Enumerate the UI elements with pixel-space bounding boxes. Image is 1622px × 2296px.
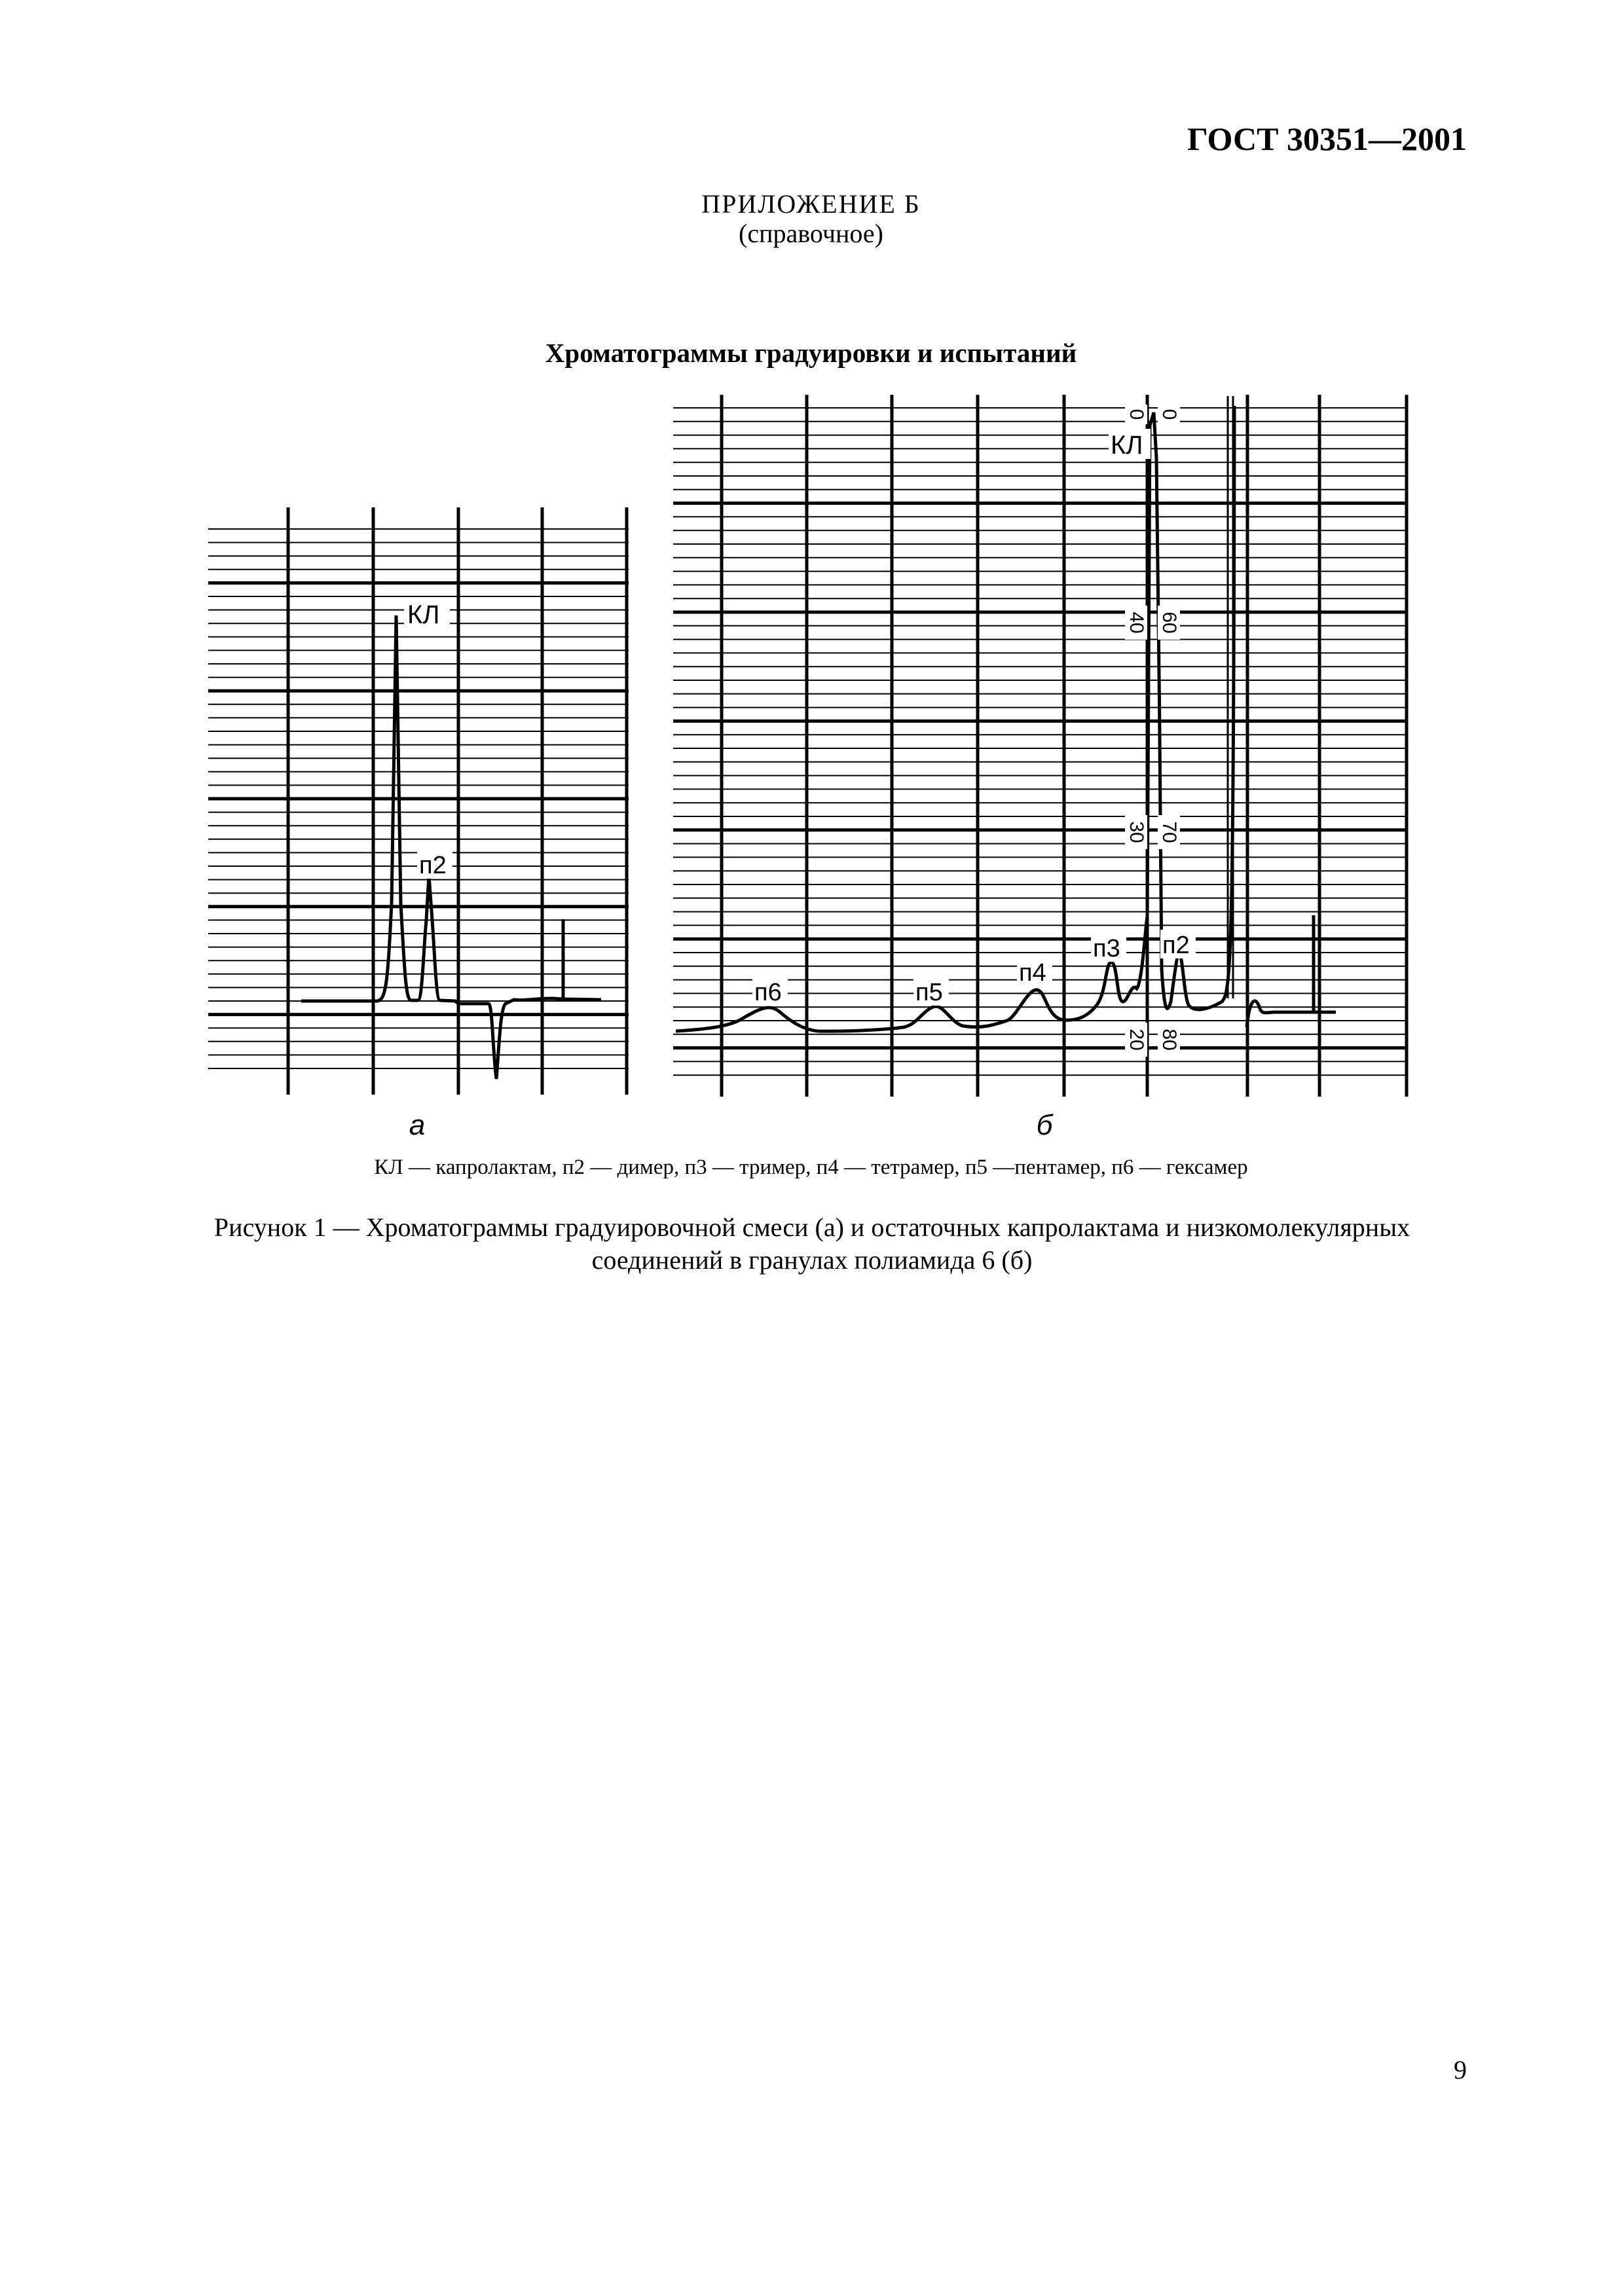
signal-trace-a [301, 615, 601, 1079]
scale-left-0: 0 [1126, 409, 1147, 420]
scale-right-60: 60 [1158, 611, 1180, 634]
page-number: 9 [1454, 2055, 1467, 2085]
chart-b-label: б [1036, 1109, 1053, 1141]
document-code: ГОСТ 30351—2001 [1187, 120, 1467, 157]
peak-label-p5-b: п5 [915, 979, 943, 1006]
figure-legend: КЛ — капролактам, п2 — димер, п3 — тример, п4 — тетрамер, п5 —пентамер, п6 — гексамер [374, 1156, 1248, 1179]
scale-left-30: 30 [1126, 821, 1147, 843]
chromatogram-a [208, 507, 629, 1141]
peak-label-p2-b: п2 [1162, 932, 1190, 959]
peak-label-p2-a: п2 [419, 852, 447, 879]
scale-left-40: 40 [1126, 611, 1147, 634]
figure-caption [164, 1211, 1460, 1277]
chromatogram-b [673, 395, 1408, 1141]
chart-grid-a [208, 507, 629, 1095]
peak-label-p6-b: п6 [754, 979, 782, 1006]
scale-left-20: 20 [1126, 1029, 1147, 1051]
scale-right-0: 0 [1158, 409, 1180, 420]
section-title: Хроматограммы градуировки и испытаний [545, 338, 1077, 368]
chart-a-label: а [409, 1109, 426, 1141]
peak-label-kl-b: КЛ [1111, 431, 1143, 460]
peak-label-p4-b: п4 [1019, 959, 1046, 987]
caption-line-1: Рисунок 1 — Хроматограммы градуировочной смеси (а) и остаточных капролактама и низкомолекулярных [213, 1212, 1410, 1242]
caption-line-2: соединений в гранулах полиамида 6 (б) [591, 1245, 1033, 1275]
scale-right-80: 80 [1158, 1029, 1180, 1051]
scale-right-70: 70 [1158, 821, 1180, 843]
appendix-title: ПРИЛОЖЕНИЕ Б [701, 189, 921, 219]
appendix-subtitle: (справочное) [739, 219, 883, 248]
peak-label-p3-b: п3 [1093, 935, 1120, 962]
peak-label-kl-a: КЛ [407, 600, 440, 629]
